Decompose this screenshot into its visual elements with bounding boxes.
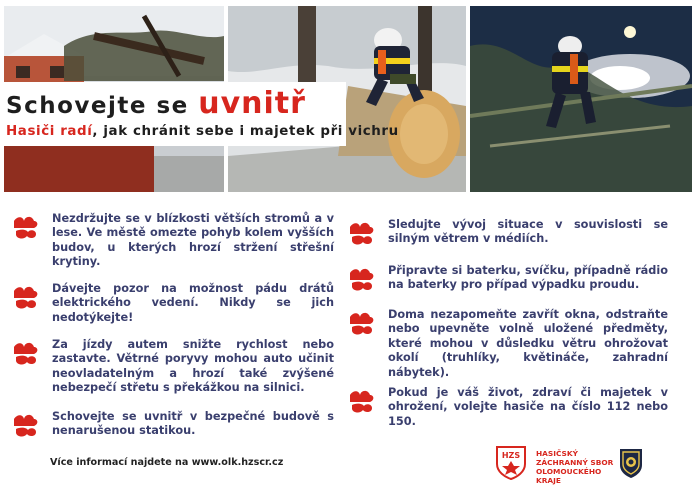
tip-item bbox=[12, 338, 334, 396]
wind-icon bbox=[348, 386, 376, 416]
wind-icon bbox=[348, 218, 376, 248]
tip-item bbox=[12, 282, 334, 325]
wind-icon bbox=[12, 282, 40, 312]
photo-night-rescue bbox=[470, 6, 692, 192]
hzs-badge-text: HZS bbox=[501, 451, 521, 460]
subtitle-rest: , jak chránit sebe i majetek při vichru bbox=[92, 124, 399, 139]
title-main: Schovejte se bbox=[6, 93, 199, 119]
wind-icon bbox=[12, 212, 40, 242]
tip-text: Doma nezapomeňte zavřít okna, odstraňte nebo upevněte volně uložené předměty, které mohou v důsledku větru ohrožovat okolí (truhlíky, květináče, zahradní nábytek). bbox=[388, 308, 668, 379]
tip-text: Schovejte se uvnitř v bezpečné budově s nenarušenou statikou. bbox=[52, 410, 334, 438]
tip-text: Pokud je váš život, zdraví či majetek v ohrožení, volejte hasiče na číslo 112 nebo 150. bbox=[388, 386, 668, 428]
org-line: ZÁCHRANNÝ SBOR bbox=[536, 458, 614, 467]
wind-icon bbox=[348, 308, 376, 338]
tip-item bbox=[12, 410, 334, 440]
tip-item bbox=[12, 212, 334, 270]
wind-icon bbox=[12, 410, 40, 440]
tip-text: Připravte si baterku, svíčku, případně rádio na baterky pro případ výpadku proudu. bbox=[388, 264, 668, 292]
title-accent: uvnitř bbox=[198, 86, 306, 121]
tip-item bbox=[348, 386, 668, 429]
tip-text: Sledujte vývoj situace v souvislosti se silným větrem v médiích. bbox=[388, 218, 668, 246]
hzs-logo-icon bbox=[494, 444, 528, 480]
page-subtitle bbox=[6, 124, 399, 139]
wind-icon bbox=[12, 338, 40, 368]
tip-item bbox=[348, 308, 668, 380]
subtitle-highlight: Hasiči radí bbox=[6, 124, 93, 139]
org-line: OLOMOUCKÉHO bbox=[536, 467, 602, 476]
tip-text: Nezdržujte se v blízkosti větších stromů a v lese. Ve městě omezte pohyb kolem vyšších budov, u kterých hrozí stržení střešní krytiny. bbox=[52, 212, 334, 269]
org-name bbox=[536, 449, 613, 485]
org-line: HASIČSKÝ bbox=[536, 449, 578, 458]
tip-item bbox=[348, 264, 668, 294]
wind-icon bbox=[348, 264, 376, 294]
tip-text: Za jízdy autem snižte rychlost nebo zastavte. Větrné poryvy mohou auto učinit neovladatelným a hrozí také zvýšené nebezpečí střetu s překážkou na silnici. bbox=[52, 338, 334, 395]
tip-text: Dávejte pozor na možnost pádu drátů elektrického vedení. Nikdy se jich nedotýkejte! bbox=[52, 282, 334, 324]
emblem-icon bbox=[618, 447, 644, 479]
more-info-text: Více informací najdete na www.olk.hzscr.cz bbox=[50, 457, 284, 468]
tip-item bbox=[348, 218, 668, 248]
page-title bbox=[6, 86, 306, 121]
org-line: KRAJE bbox=[536, 476, 561, 485]
